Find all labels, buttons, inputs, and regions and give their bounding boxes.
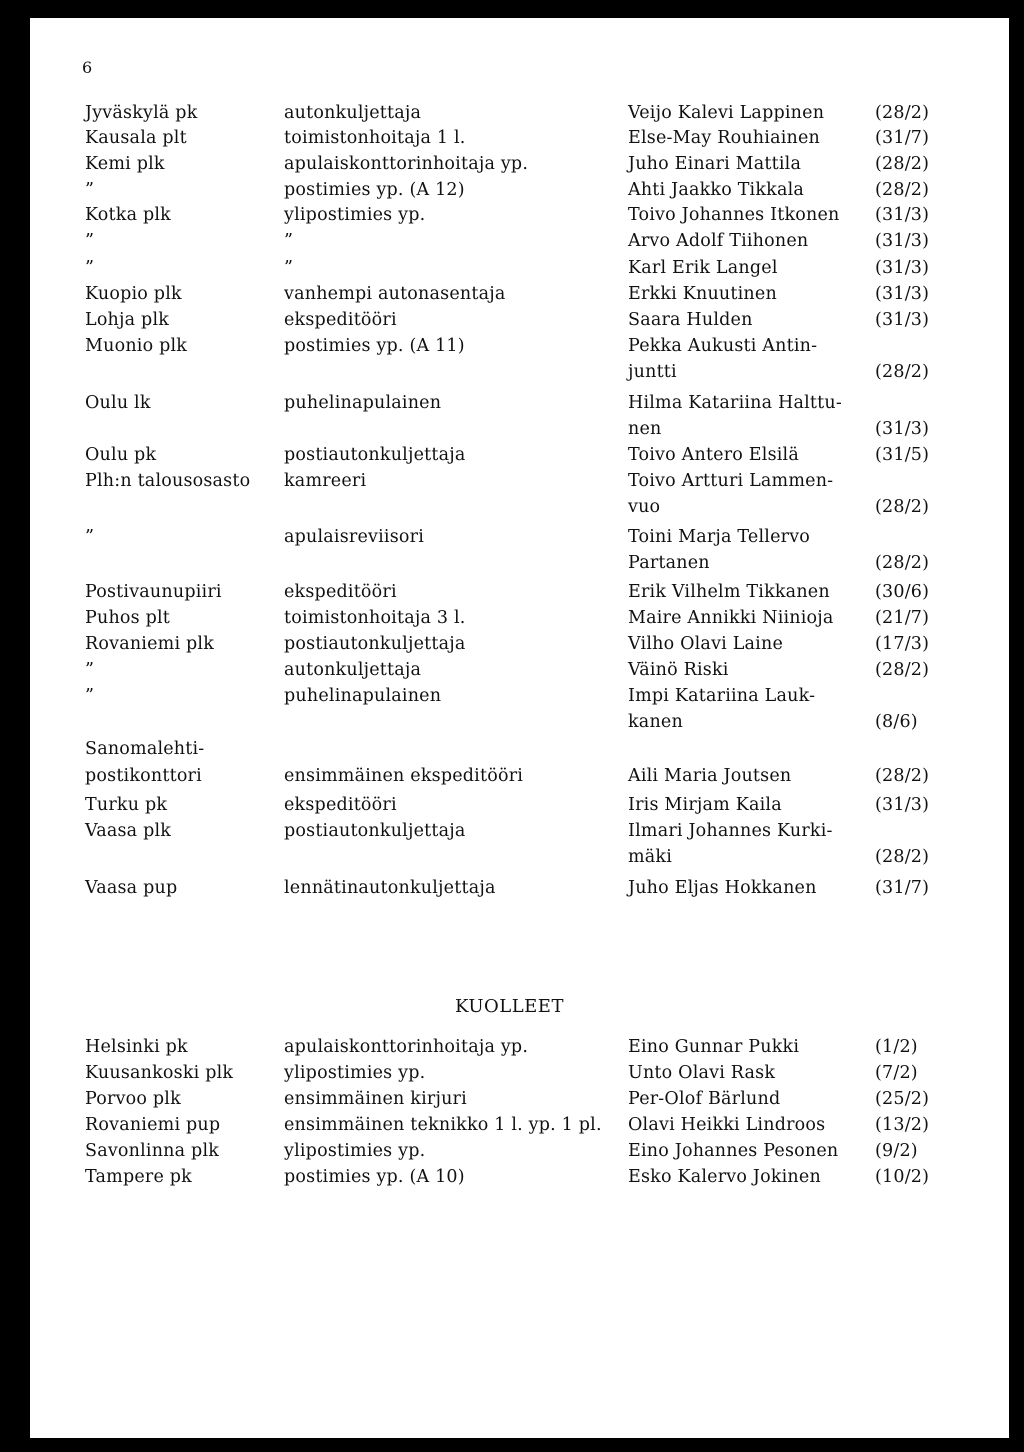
name-cell: Vilho Olavi Laine xyxy=(628,634,783,654)
office-cell: Tampere pk xyxy=(85,1167,192,1187)
office-cell: Kausala plt xyxy=(85,128,187,148)
name-cell: Unto Olavi Rask xyxy=(628,1063,776,1083)
name-cell: Toivo Artturi Lammen- xyxy=(628,471,834,491)
name-cell: vuo xyxy=(628,497,661,517)
promotion-row xyxy=(30,875,989,901)
name-cell: Saara Hulden xyxy=(628,310,753,330)
promotion-row xyxy=(30,442,989,468)
title-cell: ekspeditööri xyxy=(284,795,397,815)
office-cell: Rovaniemi plk xyxy=(85,634,215,654)
name-cell: Erik Vilhelm Tikkanen xyxy=(628,582,830,602)
date-cell: (31/3) xyxy=(875,284,930,304)
name-cell: Aili Maria Joutsen xyxy=(628,766,792,786)
promotion-row xyxy=(30,683,989,709)
date-cell: (28/2) xyxy=(875,154,930,174)
title-cell: puhelinapulainen xyxy=(284,686,442,706)
promotion-row xyxy=(30,151,989,177)
title-cell: apulaiskonttorinhoitaja yp. xyxy=(284,1037,529,1057)
title-cell: postimies yp. (A 11) xyxy=(284,336,465,356)
date-cell: (28/2) xyxy=(875,660,930,680)
office-cell: Kemi plk xyxy=(85,154,165,174)
title-cell: ylipostimies yp. xyxy=(284,1063,426,1083)
name-cell: Esko Kalervo Jokinen xyxy=(628,1167,821,1187)
promotion-row xyxy=(30,228,989,254)
title-cell: ensimmäinen kirjuri xyxy=(284,1089,467,1109)
name-cell: Karl Erik Langel xyxy=(628,258,778,278)
promotion-row xyxy=(30,631,989,657)
name-cell: Erkki Knuutinen xyxy=(628,284,777,304)
promotion-row xyxy=(30,818,989,844)
office-cell: Turku pk xyxy=(85,795,168,815)
name-cell: Väinö Riski xyxy=(628,660,729,680)
page-edge xyxy=(989,18,1009,1438)
date-cell: (10/2) xyxy=(875,1167,930,1187)
name-cell: Olavi Heikki Lindroos xyxy=(628,1115,826,1135)
name-cell: Juho Einari Mattila xyxy=(628,154,802,174)
date-cell: (31/3) xyxy=(875,795,930,815)
title-cell: postiautonkuljettaja xyxy=(284,821,466,841)
office-cell: Rovaniemi pup xyxy=(85,1115,221,1135)
title-cell: postiautonkuljettaja xyxy=(284,634,466,654)
date-cell: (21/7) xyxy=(875,608,930,628)
office-cell: ” xyxy=(85,527,95,547)
promotion-row xyxy=(30,792,989,818)
deceased-row xyxy=(30,1138,989,1164)
office-cell: Oulu lk xyxy=(85,393,151,413)
office-cell: Plh:n talousosasto xyxy=(85,471,251,491)
office-cell: Vaasa pup xyxy=(85,878,178,898)
office-cell: ” xyxy=(85,660,95,680)
title-cell: autonkuljettaja xyxy=(284,660,422,680)
office-cell: Postivaunupiiri xyxy=(85,582,222,602)
title-cell: lennätinautonkuljettaja xyxy=(284,878,496,898)
title-cell: vanhempi autonasentaja xyxy=(284,284,506,304)
promotion-row xyxy=(30,844,989,870)
date-cell: (31/3) xyxy=(875,419,930,439)
date-cell: (8/6) xyxy=(875,712,918,732)
title-cell: postimies yp. (A 10) xyxy=(284,1167,465,1187)
name-cell: Juho Eljas Hokkanen xyxy=(628,878,817,898)
office-cell: Jyväskylä pk xyxy=(85,103,198,123)
promotion-row xyxy=(30,333,989,359)
name-cell: juntti xyxy=(628,362,677,382)
title-cell: ensimmäinen teknikko 1 l. yp. 1 pl. xyxy=(284,1115,602,1135)
office-cell: ” xyxy=(85,231,95,251)
office-cell: Helsinki pk xyxy=(85,1037,188,1057)
title-cell: ” xyxy=(284,258,294,278)
name-cell: Toini Marja Tellervo xyxy=(628,527,811,547)
office-cell: Lohja plk xyxy=(85,310,170,330)
promotion-row xyxy=(30,202,989,228)
title-cell: ylipostimies yp. xyxy=(284,205,426,225)
name-cell: Arvo Adolf Tiihonen xyxy=(628,231,809,251)
title-cell: postimies yp. (A 12) xyxy=(284,180,465,200)
name-cell: Toivo Antero Elsilä xyxy=(628,445,799,465)
date-cell: (28/2) xyxy=(875,362,930,382)
title-cell: ensimmäinen ekspeditööri xyxy=(284,766,524,786)
promotion-row xyxy=(30,494,989,520)
date-cell: (31/3) xyxy=(875,258,930,278)
promotion-row xyxy=(30,736,989,762)
promotion-row xyxy=(30,359,989,385)
title-cell: toimistonhoitaja 1 l. xyxy=(284,128,466,148)
promotion-row xyxy=(30,177,989,203)
title-cell: ylipostimies yp. xyxy=(284,1141,426,1161)
promotion-row xyxy=(30,281,989,307)
date-cell: (31/7) xyxy=(875,128,930,148)
name-cell: Ahti Jaakko Tikkala xyxy=(628,180,805,200)
name-cell: Hilma Katariina Halttu- xyxy=(628,393,842,413)
date-cell: (28/2) xyxy=(875,766,930,786)
title-cell: ekspeditööri xyxy=(284,310,397,330)
date-cell: (28/2) xyxy=(875,847,930,867)
title-cell: autonkuljettaja xyxy=(284,103,422,123)
date-cell: (31/3) xyxy=(875,205,930,225)
name-cell: Partanen xyxy=(628,553,710,573)
title-cell: ” xyxy=(284,231,294,251)
date-cell: (28/2) xyxy=(875,180,930,200)
name-cell: Pekka Aukusti Antin- xyxy=(628,336,818,356)
promotion-row xyxy=(30,524,989,550)
document-page xyxy=(30,18,989,1438)
title-cell: apulaisreviisori xyxy=(284,527,424,547)
office-cell: Sanomalehti- xyxy=(85,739,205,759)
office-cell: Vaasa plk xyxy=(85,821,172,841)
name-cell: Else-May Rouhiainen xyxy=(628,128,821,148)
office-cell: ” xyxy=(85,258,95,278)
office-cell: Kotka plk xyxy=(85,205,171,225)
name-cell: Iris Mirjam Kaila xyxy=(628,795,782,815)
date-cell: (28/2) xyxy=(875,553,930,573)
promotion-row xyxy=(30,657,989,683)
title-cell: toimistonhoitaja 3 l. xyxy=(284,608,466,628)
name-cell: Maire Annikki Niinioja xyxy=(628,608,834,628)
office-cell: Kuusankoski plk xyxy=(85,1063,234,1083)
title-cell: apulaiskonttorinhoitaja yp. xyxy=(284,154,529,174)
deceased-row xyxy=(30,1060,989,1086)
date-cell: (31/3) xyxy=(875,310,930,330)
date-cell: (31/5) xyxy=(875,445,930,465)
title-cell: kamreeri xyxy=(284,471,367,491)
date-cell: (13/2) xyxy=(875,1115,930,1135)
deceased-heading: KUOLLEET xyxy=(455,996,564,1017)
promotion-row xyxy=(30,550,989,576)
date-cell: (30/6) xyxy=(875,582,930,602)
deceased-row xyxy=(30,1086,989,1112)
date-cell: (31/3) xyxy=(875,231,930,251)
promotion-row xyxy=(30,709,989,735)
name-cell: Toivo Johannes Itkonen xyxy=(628,205,840,225)
deceased-row xyxy=(30,1034,989,1060)
promotion-row xyxy=(30,100,989,126)
office-cell: ” xyxy=(85,180,95,200)
name-cell: Impi Katariina Lauk- xyxy=(628,686,816,706)
office-cell: postikonttori xyxy=(85,766,202,786)
title-cell: postiautonkuljettaja xyxy=(284,445,466,465)
title-cell: ekspeditööri xyxy=(284,582,397,602)
promotion-row xyxy=(30,763,989,789)
date-cell: (1/2) xyxy=(875,1037,918,1057)
office-cell: Muonio plk xyxy=(85,336,188,356)
office-cell: Oulu pk xyxy=(85,445,157,465)
promotion-row xyxy=(30,255,989,281)
name-cell: Veijo Kalevi Lappinen xyxy=(628,103,825,123)
date-cell: (9/2) xyxy=(875,1141,918,1161)
date-cell: (28/2) xyxy=(875,497,930,517)
office-cell: ” xyxy=(85,686,95,706)
date-cell: (28/2) xyxy=(875,103,930,123)
name-cell: Ilmari Johannes Kurki- xyxy=(628,821,833,841)
promotion-row xyxy=(30,605,989,631)
title-cell: puhelinapulainen xyxy=(284,393,442,413)
name-cell: nen xyxy=(628,419,662,439)
date-cell: (31/7) xyxy=(875,878,930,898)
name-cell: Eino Johannes Pesonen xyxy=(628,1141,839,1161)
promotion-row xyxy=(30,416,989,442)
office-cell: Puhos plt xyxy=(85,608,171,628)
date-cell: (25/2) xyxy=(875,1089,930,1109)
name-cell: kanen xyxy=(628,712,683,732)
office-cell: Savonlinna plk xyxy=(85,1141,220,1161)
office-cell: Porvoo plk xyxy=(85,1089,181,1109)
date-cell: (7/2) xyxy=(875,1063,918,1083)
page-number: 6 xyxy=(82,58,93,77)
date-cell: (17/3) xyxy=(875,634,930,654)
office-cell: Kuopio plk xyxy=(85,284,182,304)
name-cell: mäki xyxy=(628,847,673,867)
promotion-row xyxy=(30,579,989,605)
promotion-row xyxy=(30,125,989,151)
deceased-row xyxy=(30,1164,989,1190)
promotion-row xyxy=(30,307,989,333)
deceased-row xyxy=(30,1112,989,1138)
name-cell: Per-Olof Bärlund xyxy=(628,1089,781,1109)
promotion-row xyxy=(30,390,989,416)
promotion-row xyxy=(30,468,989,494)
name-cell: Eino Gunnar Pukki xyxy=(628,1037,800,1057)
